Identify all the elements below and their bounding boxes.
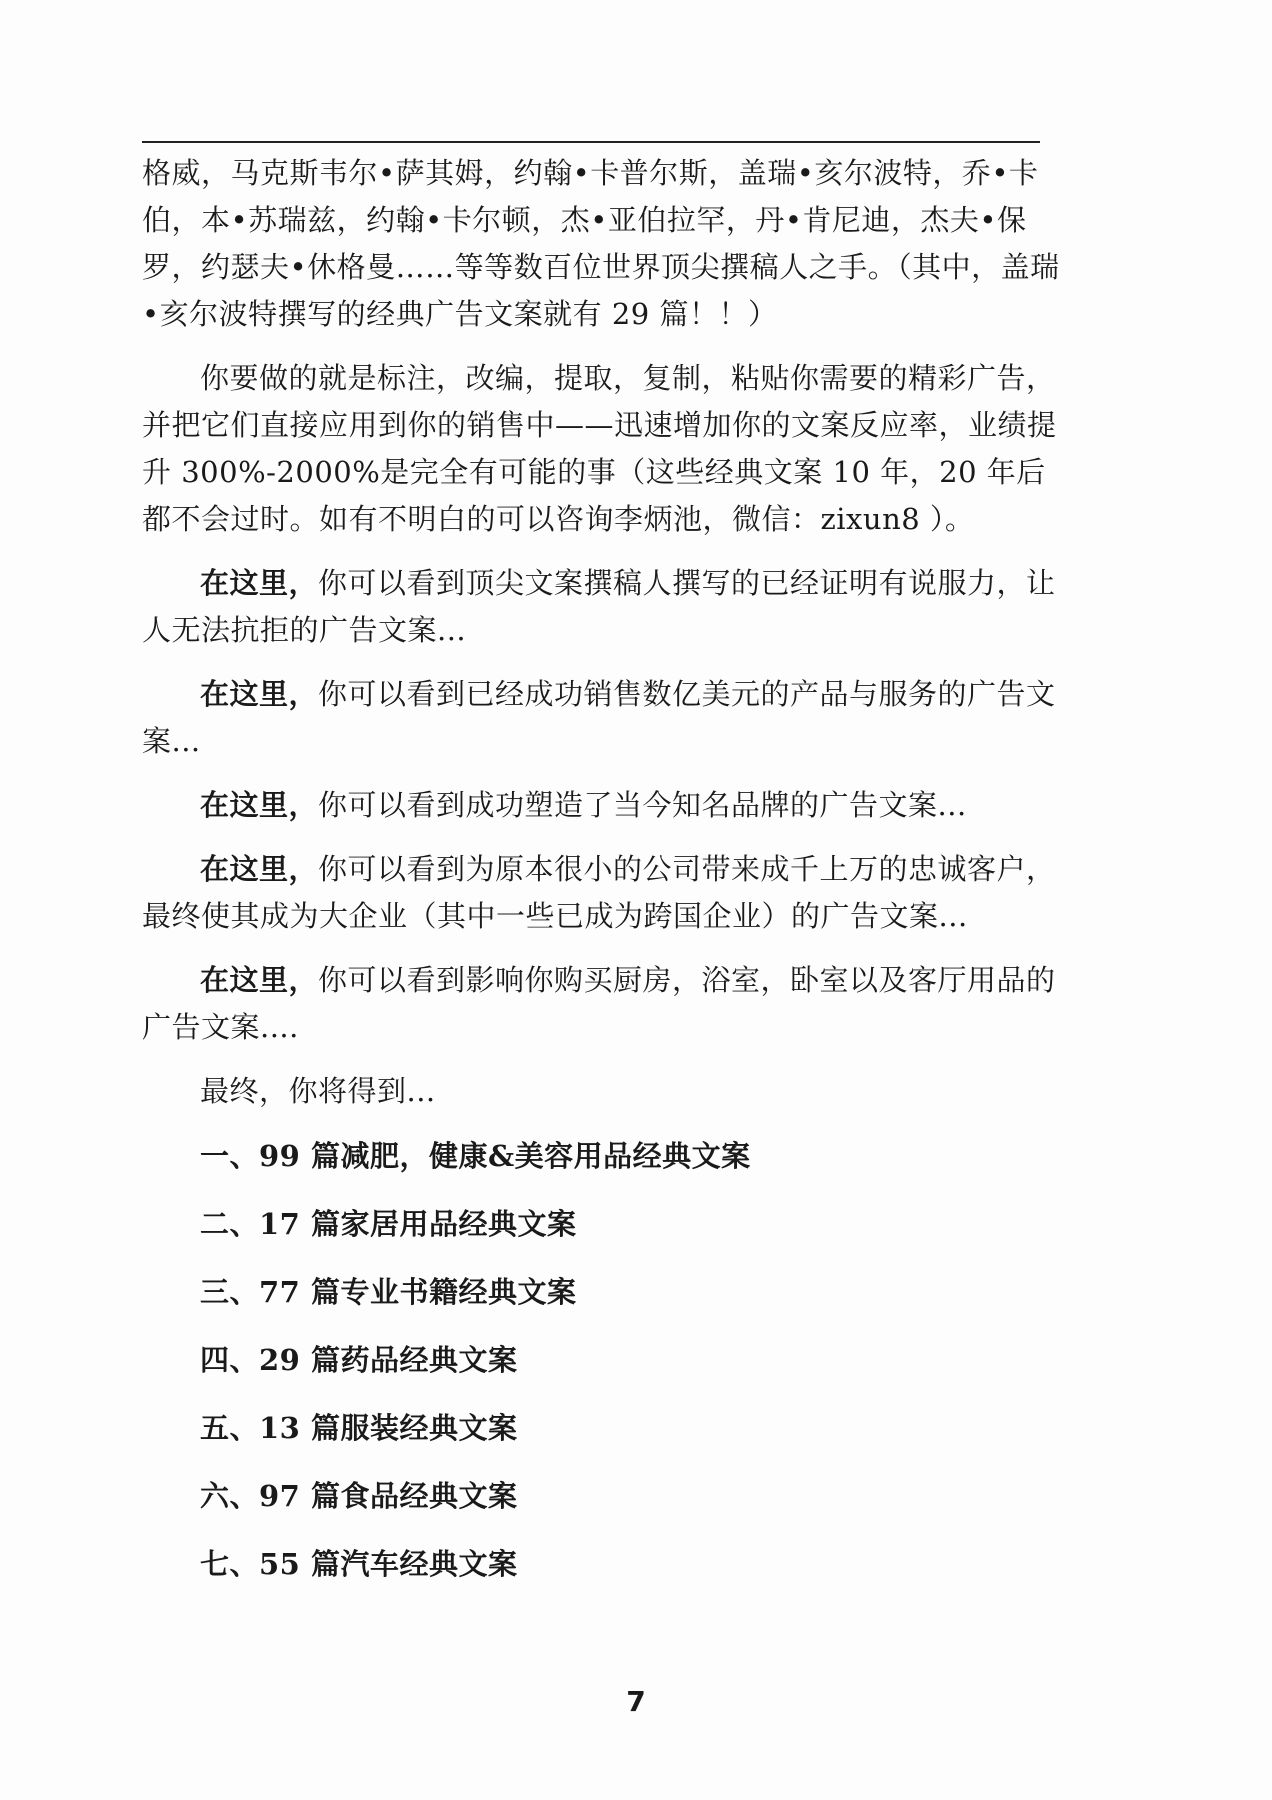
list-item: 七、55 篇汽车经典文案 (200, 1547, 518, 1581)
paragraph-finally: 最终，你将得到... (200, 1074, 436, 1108)
here-lead: 在这里， (200, 852, 319, 886)
list-item: 五、13 篇服装经典文案 (200, 1411, 518, 1445)
paragraph-text: 你可以看到顶尖文案撰稿人撰写的已经证明有说服力，让人无法抗拒的广告文案... (142, 566, 1056, 647)
list-item: 三、77 篇专业书籍经典文案 (200, 1275, 577, 1309)
list-item: 二、17 篇家居用品经典文案 (200, 1207, 577, 1241)
paragraph-instructions: 你要做的就是标注，改编，提取，复制，粘贴你需要的精彩广告，并把它们直接应用到你的销售中——迅速增加你的文案反应率，业绩提升 300%-2000%是完全有可能的事（这些经典文案 10 年，20 年后都不会过时。如有不明白的可以咨询李炳池，微信：zixun8 ）。 (142, 361, 1057, 536)
page-number: 7 (626, 1685, 646, 1718)
paragraph-here-1 (142, 560, 1072, 654)
paragraph-text: 你可以看到影响你购买厨房，浴室，卧室以及客厅用品的广告文案.... (142, 963, 1056, 1044)
here-lead: 在这里， (200, 963, 319, 997)
here-lead: 在这里， (200, 566, 319, 600)
paragraph-here-2 (142, 671, 1072, 765)
paragraph-text: 你可以看到为原本很小的公司带来成千上万的忠诚客户，最终使其成为大企业（其中一些已成为跨国企业）的广告文案... (142, 852, 1056, 933)
page-body (142, 150, 1072, 1609)
paragraph-text: 你可以看到已经成功销售数亿美元的产品与服务的广告文案... (142, 677, 1056, 758)
list-item: 一、99 篇减肥，健康&美容用品经典文案 (200, 1139, 751, 1173)
paragraph-here-4 (142, 846, 1072, 940)
paragraph-text: 你可以看到成功塑造了当今知名品牌的广告文案... (318, 788, 967, 822)
paragraph-authors: 格威，马克斯韦尔•萨其姆，约翰•卡普尔斯，盖瑞•亥尔波特，乔•卡伯，本•苏瑞兹，约翰•卡尔顿，杰•亚伯拉罕，丹•肯尼迪，杰夫•保罗，约瑟夫•休格曼……等等数百位世界顶尖撰稿人之手。（其中，盖瑞•亥尔波特撰写的经典广告文案就有 29 篇！！） (142, 156, 1060, 331)
paragraph-here-5 (142, 957, 1072, 1051)
list-item: 四、29 篇药品经典文案 (200, 1343, 518, 1377)
header-rule (142, 141, 1040, 143)
category-list (142, 1133, 1072, 1588)
here-lead: 在这里， (200, 677, 319, 711)
paragraph-here-3 (142, 782, 1072, 829)
here-lead: 在这里， (200, 788, 319, 822)
list-item: 六、97 篇食品经典文案 (200, 1479, 518, 1513)
